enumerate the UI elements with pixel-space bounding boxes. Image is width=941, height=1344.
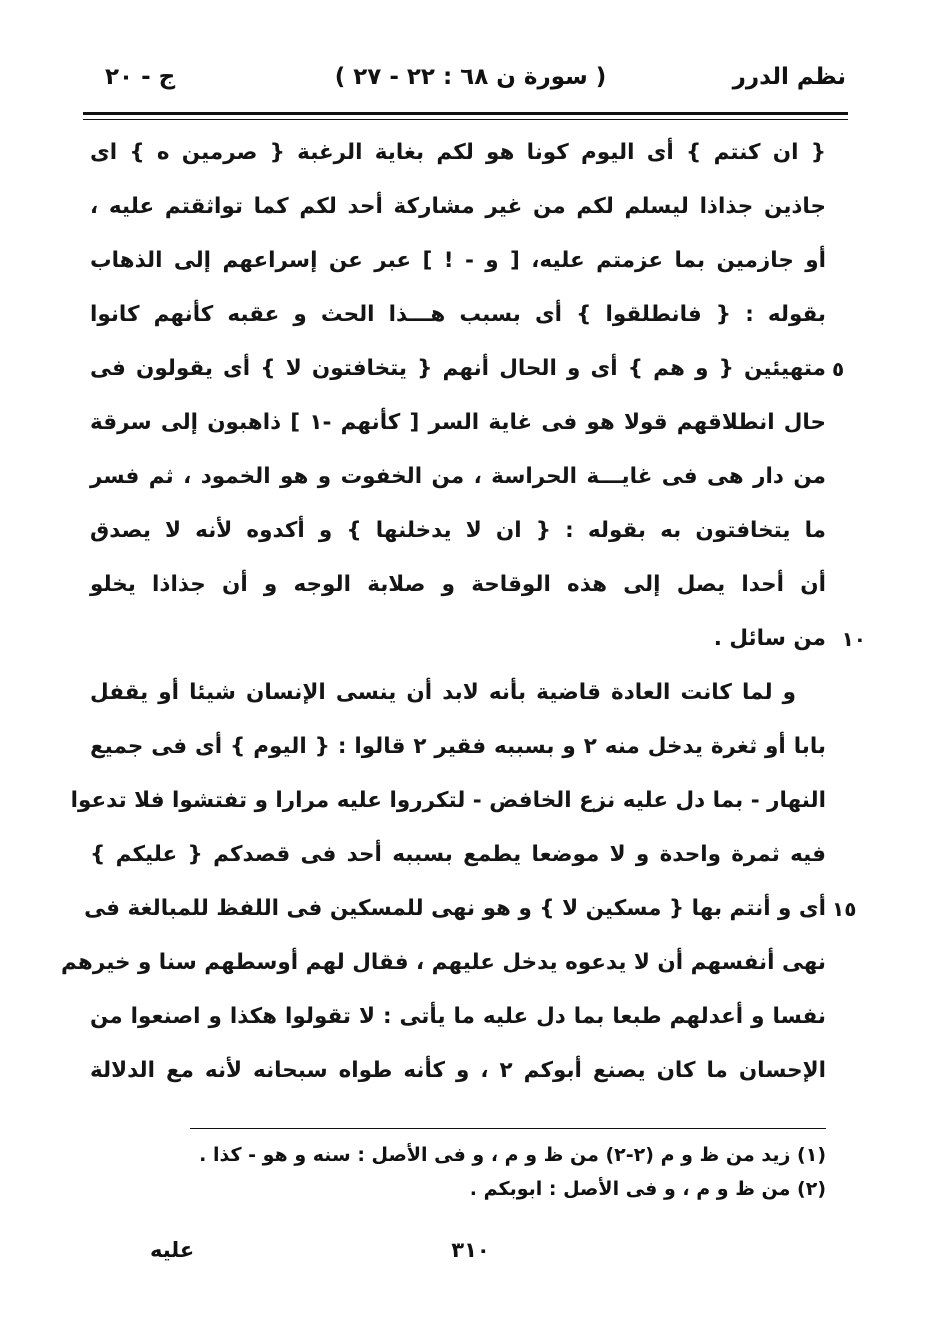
catchword: عليه [150, 1238, 195, 1262]
text-line-content: و لما كانت العادة قاضية بأنه لابد أن ينسى الإنسان شيئا أو يقفل [90, 680, 796, 705]
text-line [90, 396, 826, 450]
text-line-content: أو جازمين بما عزمتم عليه، [ و - ! ] عبر عن إسراعهم إلى الذهاب [90, 248, 826, 273]
line-number: ٥ [832, 357, 845, 381]
footnote-separator [190, 1128, 826, 1129]
text-line-content: { ان كنتم } أى اليوم كونا هو لكم بغاية الرغبة { صرمين ه } اى [90, 140, 826, 165]
volume-number: ج - ٢٠ [105, 64, 176, 90]
text-line [90, 504, 826, 558]
text-line [90, 450, 826, 504]
text-line-content: بابا أو ثغرة يدخل منه ٢ و بسببه فقير ٢ قالوا : { اليوم } أى فى جميع [90, 734, 826, 759]
text-line-content: من دار هى فى غايـــة الحراسة ، من الخفوت و هو الخمود ، ثم فسر [90, 464, 826, 489]
footnote-1: (١) زيد من ظ و م (٢-٢) من ظ و م ، و فى الأصل : سنه و هو - كذا . [199, 1144, 826, 1166]
text-line-content: النهار - بما دل عليه نزع الخافض - لتكرروا عليه مرارا و تفتشوا فلا تدعوا [70, 788, 826, 813]
text-line [90, 180, 826, 234]
book-title: نظم الدرر [732, 64, 846, 90]
text-line-content: ما يتخافتون به بقوله : { ان لا يدخلنها } و أكدوه لأنه لا يصدق [90, 518, 826, 543]
footnotes [90, 1138, 826, 1206]
text-line-content: بقوله : { فانطلقوا } أى بسبب هـــذا الحث و عقبه كأنهم كانوا [90, 302, 826, 327]
text-line [90, 234, 826, 288]
text-line [90, 990, 826, 1044]
header-rule-thin [83, 119, 848, 120]
text-line [90, 612, 866, 666]
text-line-content: من سائل . [713, 626, 826, 651]
text-line [90, 720, 826, 774]
text-line-content: نهى أنفسهم أن لا يدعوه يدخل عليهم ، فقال لهم أوسطهم سنا و خيرهم [61, 950, 826, 975]
text-line [90, 828, 826, 882]
text-line-content: نفسا و أعدلهم طبعا بما دل عليه ما يأتى : لا تقولوا هكذا و اصنعوا من [90, 1004, 826, 1029]
text-line [90, 288, 826, 342]
text-line-content: متهيئين { و هم } أى و الحال أنهم { يتخافتون لا } أى يقولون فى [90, 356, 826, 381]
text-line [61, 936, 826, 990]
main-text [61, 126, 866, 1098]
page-header [95, 58, 846, 102]
text-line-content: أى و أنتم بها { مسكين لا } و هو نهى للمسكين فى اللفظ للمبالغة فى [84, 896, 826, 921]
line-number: ١٠ [841, 627, 866, 651]
line-number: ١٥ [832, 897, 857, 921]
text-line-content: حال انطلاقهم قولا هو فى غاية السر [ كأنهم -١ ] ذاهبون إلى سرقة [90, 410, 827, 435]
header-rule-thick [83, 112, 848, 115]
text-line-content: الإحسان ما كان يصنع أبوكم ٢ ، و كأنه طواه سبحانه لأنه مع الدلالة [90, 1058, 827, 1083]
text-line-content: أن أحدا يصل إلى هذه الوقاحة و صلابة الوجه و أن جذاذا يخلو [90, 572, 826, 597]
text-line-content: جاذين جذاذا ليسلم لكم من غير مشاركة أحد لكم كما تواثقتم عليه ، [90, 194, 826, 219]
text-line [90, 342, 845, 396]
text-line [84, 882, 857, 936]
text-line [90, 1044, 826, 1098]
text-line-content: فيه ثمرة واحدة و لا موضعا يطمع بسببه أحد فى قصدكم { عليكم } [90, 842, 826, 867]
text-line [90, 666, 826, 720]
text-line [70, 774, 826, 828]
text-line [90, 558, 826, 612]
text-line [90, 126, 826, 180]
surah-reference: ( سورة ن ٦٨ : ٢٢ - ٢٧ ) [334, 64, 607, 90]
page-number: ٣١٠ [451, 1238, 490, 1262]
footnote-2: (٢) من ظ و م ، و فى الأصل : ابوبكم . [469, 1178, 826, 1200]
